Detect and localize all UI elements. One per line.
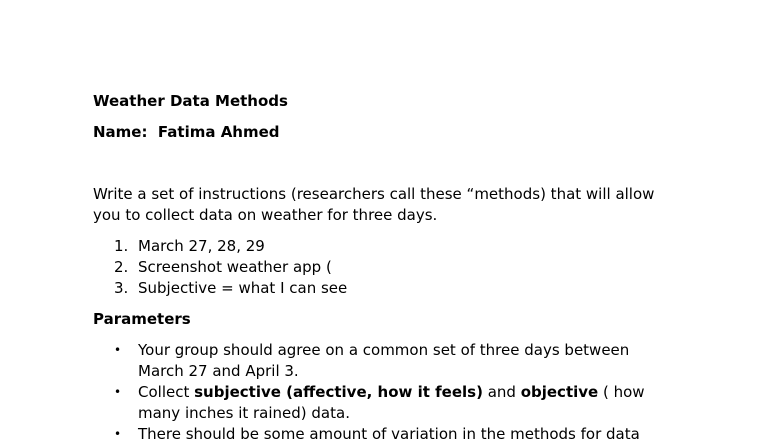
list-number: 1. [114, 237, 129, 255]
text-run: Collect [138, 383, 195, 401]
text-run: ( how many inches it rained) data. [138, 383, 645, 422]
list-number: 3. [114, 279, 129, 297]
list-item-text: Subjective = what I can see [138, 279, 348, 297]
bullet-icon: • [114, 343, 122, 357]
intro-paragraph: Write a set of instructions (researchers call these “methods) that will allow you to collect data on weather for three days. [93, 185, 655, 224]
list-item [93, 236, 693, 257]
bold-text-subjective: subjective (affective, how it feels) [194, 383, 483, 401]
list-item [93, 382, 658, 424]
methods-list [93, 236, 693, 299]
list-item-text: Screenshot weather app ( [138, 258, 332, 276]
parameters-list [93, 340, 693, 441]
document-title: Weather Data Methods [93, 92, 288, 110]
list-item-text [138, 383, 645, 422]
list-item-text: March 27, 28, 29 [138, 237, 265, 255]
list-item [93, 340, 658, 382]
list-number: 2. [114, 258, 129, 276]
bold-text-objective: objective [520, 383, 599, 401]
student-name-line: Name: Fatima Ahmed [93, 123, 280, 141]
list-item-text: There should be some amount of variation in the methods for data [138, 425, 640, 441]
list-item [93, 278, 693, 299]
list-item-text: Your group should agree on a common set of three days between March 27 and April 3. [138, 341, 630, 380]
text-run: and [482, 383, 521, 401]
bullet-icon: • [114, 427, 122, 441]
list-item [93, 424, 658, 441]
bullet-icon: • [114, 385, 122, 399]
list-item [93, 257, 693, 278]
document-body [93, 91, 693, 441]
parameters-heading: Parameters [93, 310, 191, 328]
